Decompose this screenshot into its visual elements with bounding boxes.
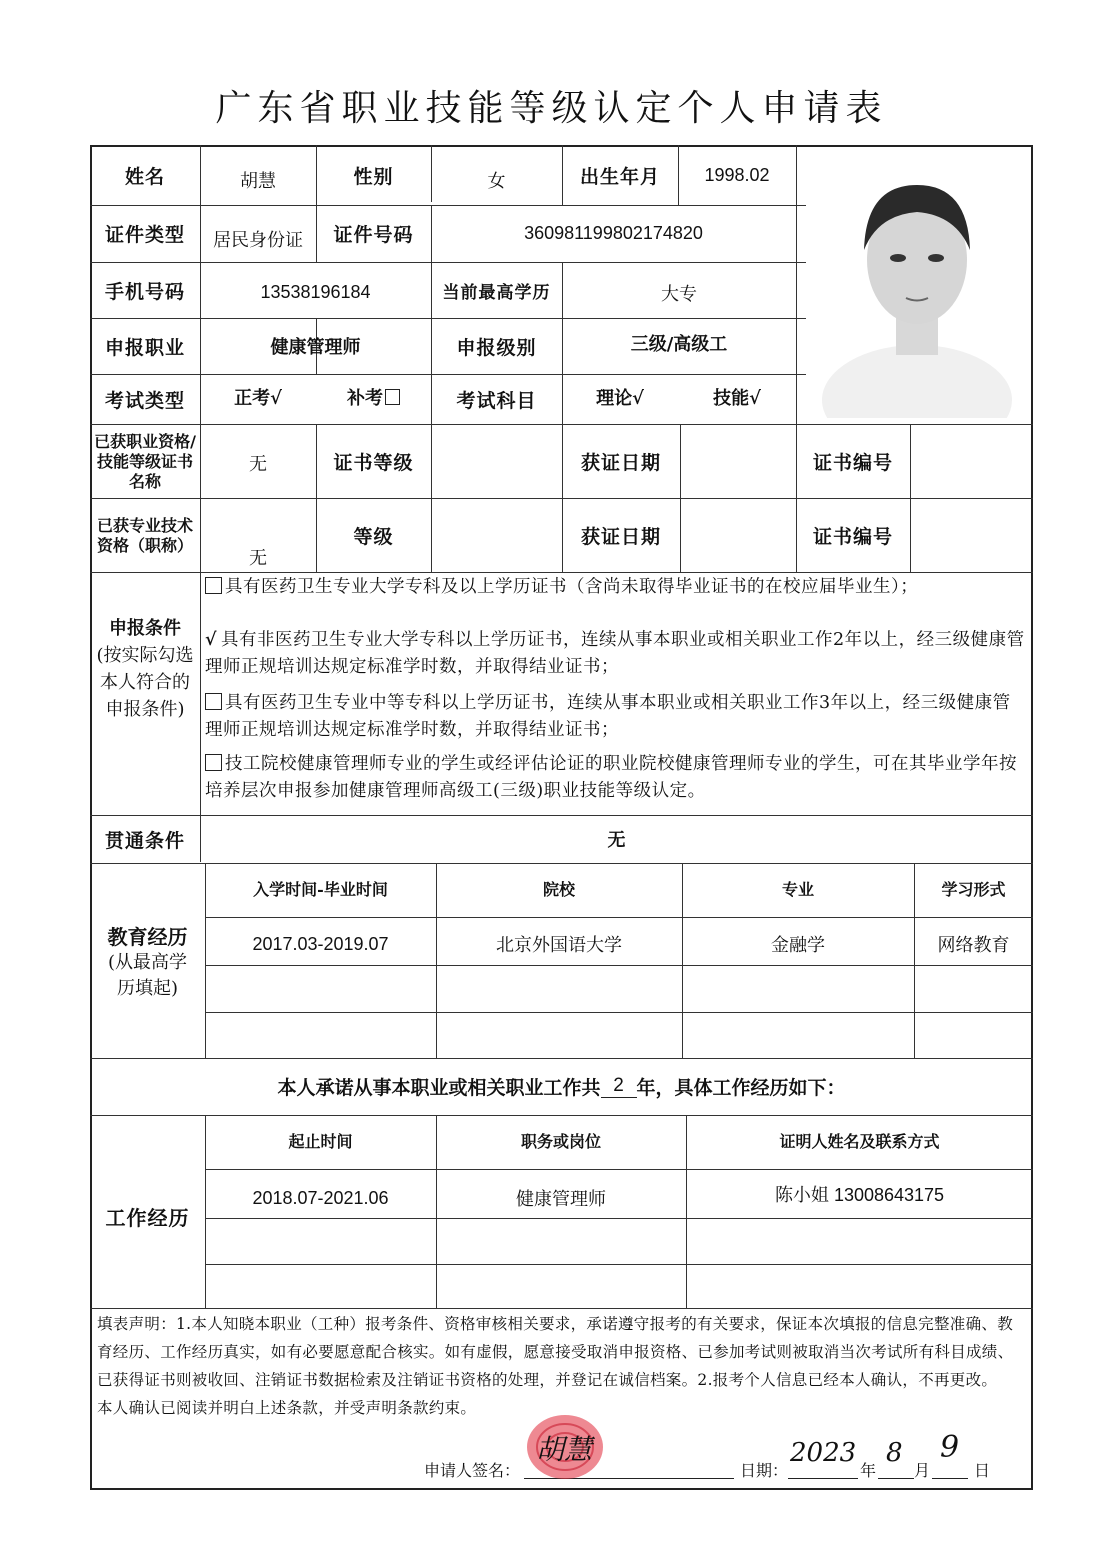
value-tech-obtained: 无 [249, 548, 267, 568]
label-tech-grade: 等级 [353, 525, 394, 548]
value-birth: 1998.02 [704, 164, 770, 185]
makeup-checkbox[interactable] [385, 389, 400, 405]
confirm-text: 本人确认已阅读并明白上述条款，并受声明条款约束。 [97, 1399, 477, 1417]
value-occupation: 健康管理师 [270, 337, 361, 358]
exam-type-makeup: 补考 [316, 372, 431, 422]
condition-checkbox[interactable] [205, 693, 222, 710]
signature-name: 胡慧 [536, 1433, 593, 1466]
edu-row-period: 2017.03-2019.07 [252, 933, 389, 954]
work-row-position: 健康管理师 [516, 1189, 606, 1209]
edu-title: 教育经历 [107, 925, 188, 949]
value-cert-obtained: 无 [249, 454, 267, 474]
work-header-reference: 证明人姓名及联系方式 [779, 1132, 940, 1151]
label-cert-grade: 证书等级 [333, 451, 414, 474]
page-title: 广东省职业技能等级认定个人申请表 [215, 88, 888, 129]
value-through: 无 [607, 830, 626, 851]
condition-item-2[interactable]: √ 具有非医药卫生专业大学专科以上学历证书，连续从事本职业或相关职业工作2年以上，经三级健康管理师正规培训达规定标准学时数，并取得结业证书； [205, 630, 1025, 677]
work-row-reference: 陈小姐 13008643175 [774, 1185, 945, 1205]
subject-skill: 技能√ [713, 388, 761, 409]
condition-checkbox[interactable] [205, 577, 222, 594]
date-month: 8 [886, 1438, 903, 1468]
edu-row-major: 金融学 [771, 935, 825, 955]
condition-item-3[interactable]: 具有医药卫生专业中等专科以上学历证书，连续从事本职业或相关职业工作3年以上，经三级健康管理师正规培训达规定标准学时数，并取得结业证书； [205, 693, 1011, 740]
label-through: 贯通条件 [104, 829, 185, 852]
conditions-label-block [92, 615, 198, 785]
label-cert-obtained: 已获职业资格/技能等级证书名称 [94, 432, 196, 491]
value-education: 大专 [661, 284, 697, 304]
date-label: 日期： [740, 1461, 789, 1480]
work-header-position: 职务或岗位 [520, 1132, 601, 1151]
condition-item-4[interactable]: 技工院校健康管理师专业的学生或经评估论证的职业院校健康管理师专业的学生，可在其毕业学年按培养层次申报参加健康管理师高级工(三级)职业技能等级认定。 [205, 754, 1017, 801]
conditions-title: 申报条件 [109, 618, 181, 639]
work-header-period: 起止时间 [288, 1132, 353, 1151]
label-phone: 手机号码 [104, 280, 185, 303]
edu-header-period: 入学时间-毕业时间 [253, 880, 388, 899]
edu-header-major: 专业 [781, 880, 814, 899]
applicant-photo [806, 150, 1028, 418]
label-id-number: 证件号码 [333, 224, 414, 246]
date-year-unit: 年 [860, 1461, 877, 1480]
edu-row-school: 北京外国语大学 [496, 935, 622, 955]
label-cert-no: 证书编号 [812, 451, 893, 474]
edu-label-block [92, 918, 203, 1008]
promise-years: 2 [601, 1075, 637, 1098]
condition-item-1[interactable]: 具有医药卫生专业大学专科及以上学历证书（含尚未取得毕业证书的在校应届毕业生）； [205, 574, 1027, 601]
label-education: 当前最高学历 [442, 282, 551, 303]
subject-theory: 理论√ [596, 388, 644, 409]
value-id-type: 居民身份证 [213, 229, 303, 250]
value-gender: 女 [487, 171, 506, 191]
promise-line: 本人承诺从事本职业或相关职业工作共 2 年，具体工作经历如下： [277, 1075, 846, 1099]
declaration-text: 填表声明：1.本人知晓本职业（工种）报考条件、资格审核相关要求，承诺遵守报考的有关要求，保证本次填报的信息完整准确、教育经历、工作经历真实，如有必要愿意配合核实。如有虚假，愿意接受取消申报资格、已参加考试则被取消当次考试所有科目成绩、已获得证书则被收回、注销证书数据检索及注销证书资格的处理，并登记在诚信档案。2.报考个人信息已经本人确认，不再更改。 本人确认已阅读并明白上述条款，并受声明条款约束。 [97, 1310, 1027, 1422]
label-exam-type: 考试类型 [104, 389, 185, 412]
conditions-subtitle: (按实际勾选本人符合的申报条件) [96, 645, 194, 720]
date-year: 2023 [790, 1438, 857, 1468]
label-level: 申报级别 [456, 336, 537, 359]
exam-type-regular: 正考√ [234, 388, 282, 409]
date-month-unit: 月 [914, 1461, 931, 1480]
label-tech-no: 证书编号 [812, 525, 893, 548]
label-occupation: 申报职业 [104, 336, 185, 359]
work-row-period: 2018.07-2021.06 [252, 1187, 389, 1208]
value-name: 胡慧 [240, 171, 276, 191]
edu-subtitle: (从最高学历填起) [107, 952, 188, 999]
edu-row-mode: 网络教育 [937, 935, 1010, 955]
condition-checkbox[interactable] [205, 754, 222, 771]
edu-header-mode: 学习形式 [941, 880, 1006, 899]
label-tech-date: 获证日期 [580, 525, 661, 548]
condition-check-mark: √ [205, 630, 218, 650]
value-id-number: 360981199802174820 [524, 223, 703, 243]
edu-header-school: 院校 [542, 880, 575, 899]
work-title: 工作经历 [105, 1206, 190, 1230]
label-name: 姓名 [124, 165, 165, 188]
signature-label: 申请人签名： [424, 1461, 521, 1480]
value-phone: 13538196184 [260, 281, 371, 302]
label-tech-obtained: 已获专业技术资格（职称） [96, 516, 193, 555]
label-birth: 出生年月 [579, 165, 660, 188]
value-level: 三级/高级工 [630, 334, 728, 355]
label-exam-subject: 考试科目 [456, 389, 537, 412]
label-id-type: 证件类型 [104, 224, 185, 246]
date-day: 9 [940, 1430, 960, 1465]
date-day-unit: 日 [974, 1461, 991, 1480]
label-gender: 性别 [353, 165, 394, 188]
label-cert-date: 获证日期 [580, 451, 661, 474]
